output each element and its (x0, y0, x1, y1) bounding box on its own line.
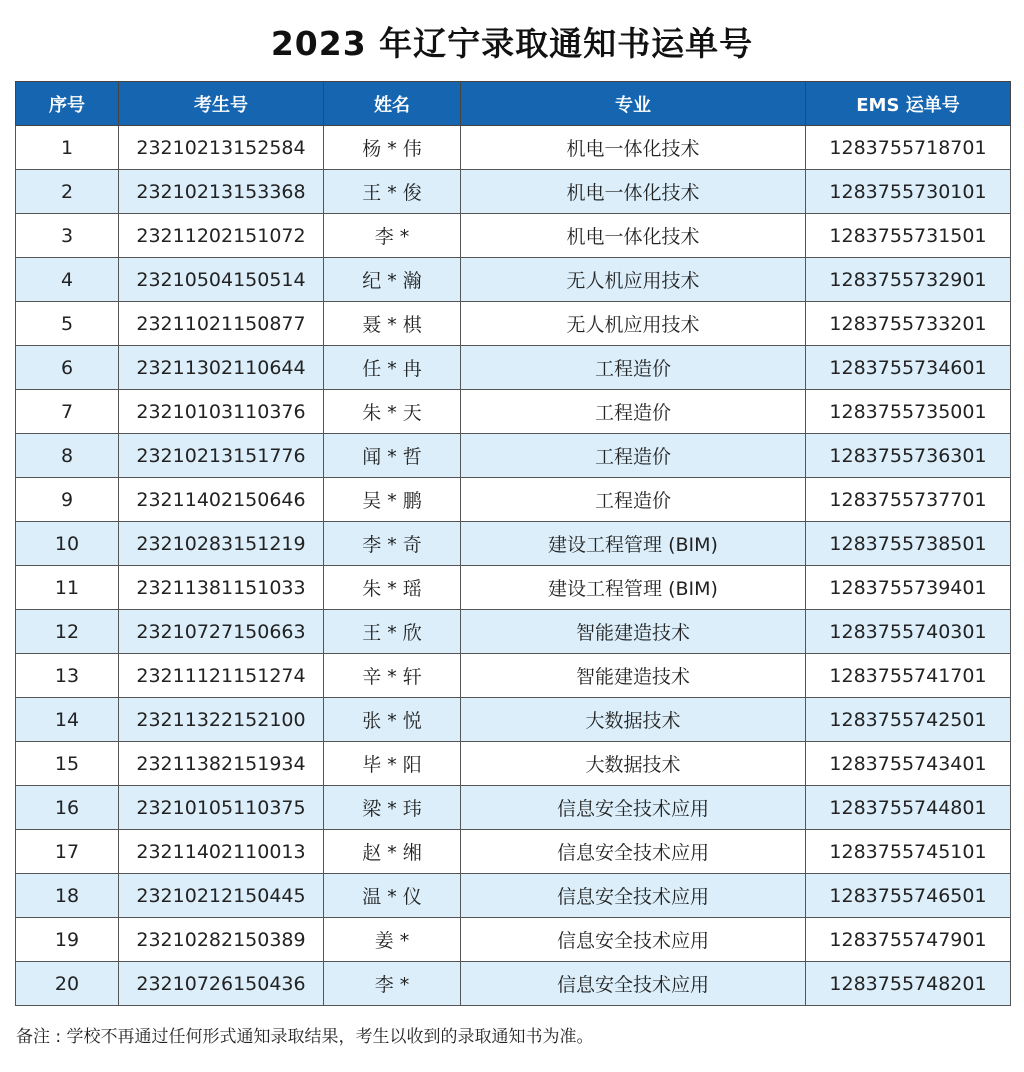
major-cell: 信息安全技术应用 (461, 962, 806, 1006)
name-cell: 李 * 奇 (324, 522, 461, 566)
major-cell: 建设工程管理 (BIM) (461, 522, 806, 566)
ems-number-cell: 1283755733201 (806, 302, 1011, 346)
name-cell: 吴 * 鹏 (324, 478, 461, 522)
exam-number-cell: 23210282150389 (119, 918, 324, 962)
name-cell: 杨 * 伟 (324, 126, 461, 170)
exam-number-cell: 23211402150646 (119, 478, 324, 522)
table-row (16, 610, 1011, 654)
exam-number-cell: 23211381151033 (119, 566, 324, 610)
major-cell: 大数据技术 (461, 742, 806, 786)
table-row (16, 742, 1011, 786)
serial-cell: 3 (16, 214, 119, 258)
table-row (16, 962, 1011, 1006)
table-row (16, 346, 1011, 390)
table-header (16, 82, 1011, 126)
name-cell: 姜 * (324, 918, 461, 962)
exam-number-cell: 23211302110644 (119, 346, 324, 390)
exam-number-cell: 23210727150663 (119, 610, 324, 654)
table-row (16, 478, 1011, 522)
name-cell: 毕 * 阳 (324, 742, 461, 786)
serial-cell: 14 (16, 698, 119, 742)
major-cell: 工程造价 (461, 478, 806, 522)
exam-number-cell: 23211202151072 (119, 214, 324, 258)
table-row (16, 786, 1011, 830)
serial-cell: 4 (16, 258, 119, 302)
name-cell: 张 * 悦 (324, 698, 461, 742)
ems-number-cell: 1283755738501 (806, 522, 1011, 566)
ems-number-cell: 1283755734601 (806, 346, 1011, 390)
serial-cell: 10 (16, 522, 119, 566)
ems-number-cell: 1283755748201 (806, 962, 1011, 1006)
name-cell: 任 * 冉 (324, 346, 461, 390)
ems-number-cell: 1283755735001 (806, 390, 1011, 434)
serial-cell: 6 (16, 346, 119, 390)
table-row (16, 302, 1011, 346)
name-cell: 朱 * 天 (324, 390, 461, 434)
name-cell: 李 * (324, 214, 461, 258)
page-title: 2023 年辽宁录取通知书运单号 (270, 24, 754, 63)
exam-number-cell: 23210213152584 (119, 126, 324, 170)
exam-number-cell: 23210212150445 (119, 874, 324, 918)
ems-number-cell: 1283755737701 (806, 478, 1011, 522)
serial-cell: 20 (16, 962, 119, 1006)
table-row (16, 214, 1011, 258)
serial-cell: 18 (16, 874, 119, 918)
ems-number-cell: 1283755730101 (806, 170, 1011, 214)
name-cell: 聂 * 棋 (324, 302, 461, 346)
serial-cell: 9 (16, 478, 119, 522)
table-row (16, 522, 1011, 566)
major-cell: 信息安全技术应用 (461, 786, 806, 830)
major-cell: 机电一体化技术 (461, 170, 806, 214)
header-exam-number: 考生号 (119, 82, 324, 126)
ems-number-cell: 1283755718701 (806, 126, 1011, 170)
ems-number-cell: 1283755740301 (806, 610, 1011, 654)
name-cell: 闻 * 哲 (324, 434, 461, 478)
major-cell: 信息安全技术应用 (461, 874, 806, 918)
exam-number-cell: 23211322152100 (119, 698, 324, 742)
exam-number-cell: 23210283151219 (119, 522, 324, 566)
serial-cell: 19 (16, 918, 119, 962)
table-row (16, 918, 1011, 962)
header-row (16, 82, 1011, 126)
table-row (16, 830, 1011, 874)
name-cell: 赵 * 缃 (324, 830, 461, 874)
table-row (16, 566, 1011, 610)
major-cell: 工程造价 (461, 346, 806, 390)
serial-cell: 17 (16, 830, 119, 874)
major-cell: 大数据技术 (461, 698, 806, 742)
name-cell: 朱 * 瑶 (324, 566, 461, 610)
major-cell: 工程造价 (461, 390, 806, 434)
table-row (16, 170, 1011, 214)
table-row (16, 126, 1011, 170)
exam-number-cell: 23210213151776 (119, 434, 324, 478)
ems-number-cell: 1283755731501 (806, 214, 1011, 258)
name-cell: 王 * 欣 (324, 610, 461, 654)
table-row (16, 258, 1011, 302)
major-cell: 信息安全技术应用 (461, 918, 806, 962)
name-cell: 辛 * 轩 (324, 654, 461, 698)
ems-number-cell: 1283755739401 (806, 566, 1011, 610)
table-row (16, 698, 1011, 742)
tracking-table (15, 81, 1011, 1006)
exam-number-cell: 23210213153368 (119, 170, 324, 214)
exam-number-cell: 23211382151934 (119, 742, 324, 786)
table-row (16, 390, 1011, 434)
table-body (16, 126, 1011, 1006)
table-row (16, 654, 1011, 698)
serial-cell: 8 (16, 434, 119, 478)
table-row (16, 874, 1011, 918)
serial-cell: 15 (16, 742, 119, 786)
serial-cell: 16 (16, 786, 119, 830)
ems-number-cell: 1283755736301 (806, 434, 1011, 478)
exam-number-cell: 23211021150877 (119, 302, 324, 346)
ems-number-cell: 1283755746501 (806, 874, 1011, 918)
major-cell: 机电一体化技术 (461, 214, 806, 258)
name-cell: 李 * (324, 962, 461, 1006)
major-cell: 智能建造技术 (461, 654, 806, 698)
serial-cell: 7 (16, 390, 119, 434)
tracking-table-container (15, 81, 1010, 1006)
exam-number-cell: 23210103110376 (119, 390, 324, 434)
ems-number-cell: 1283755745101 (806, 830, 1011, 874)
serial-cell: 12 (16, 610, 119, 654)
serial-cell: 1 (16, 126, 119, 170)
name-cell: 纪 * 瀚 (324, 258, 461, 302)
name-cell: 温 * 仪 (324, 874, 461, 918)
table-row (16, 434, 1011, 478)
ems-number-cell: 1283755742501 (806, 698, 1011, 742)
serial-cell: 13 (16, 654, 119, 698)
major-cell: 机电一体化技术 (461, 126, 806, 170)
major-cell: 智能建造技术 (461, 610, 806, 654)
exam-number-cell: 23211402110013 (119, 830, 324, 874)
serial-cell: 2 (16, 170, 119, 214)
exam-number-cell: 23210105110375 (119, 786, 324, 830)
serial-cell: 5 (16, 302, 119, 346)
major-cell: 建设工程管理 (BIM) (461, 566, 806, 610)
major-cell: 无人机应用技术 (461, 258, 806, 302)
ems-number-cell: 1283755743401 (806, 742, 1011, 786)
ems-number-cell: 1283755741701 (806, 654, 1011, 698)
name-cell: 梁 * 玮 (324, 786, 461, 830)
exam-number-cell: 23211121151274 (119, 654, 324, 698)
name-cell: 王 * 俊 (324, 170, 461, 214)
header-serial: 序号 (16, 82, 119, 126)
major-cell: 工程造价 (461, 434, 806, 478)
footnote: 备注 : 学校不再通过任何形式通知录取结果，考生以收到的录取通知书为准。 (16, 1027, 594, 1047)
ems-number-cell: 1283755747901 (806, 918, 1011, 962)
ems-number-cell: 1283755744801 (806, 786, 1011, 830)
serial-cell: 11 (16, 566, 119, 610)
header-major: 专业 (461, 82, 806, 126)
header-ems-number: EMS 运单号 (806, 82, 1011, 126)
major-cell: 无人机应用技术 (461, 302, 806, 346)
exam-number-cell: 23210504150514 (119, 258, 324, 302)
major-cell: 信息安全技术应用 (461, 830, 806, 874)
exam-number-cell: 23210726150436 (119, 962, 324, 1006)
header-name: 姓名 (324, 82, 461, 126)
ems-number-cell: 1283755732901 (806, 258, 1011, 302)
